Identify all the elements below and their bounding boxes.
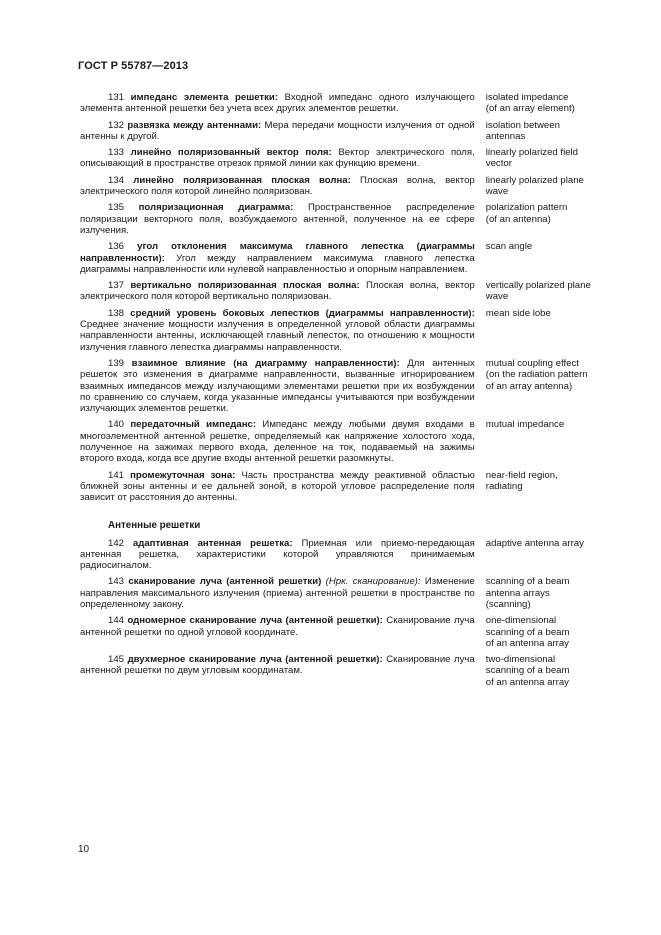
term-number: 132 [108,119,125,131]
term-name: взаимное влияние (на диаграмму направленности): [131,357,400,369]
term-definition [80,202,475,236]
definition-text: Часть пространства между реактивной областью ближней зоны антенны и ее дальней зоной, в которой угловое распределение поля зависит от расстояния до антенны. [80,469,475,504]
term-number: 134 [108,174,125,186]
definition-text: Импеданс между любыми двумя входами в многоэлементной антенной решетке, определяемый как напряжение холостого хода, полученное на зажимах первого входа, деленное на ток, подаваемый на зажимы второго входа, когда все другие входы антенной решетки разомкнуты. [80,419,475,465]
term-name: импеданс элемента решетки: [130,92,279,103]
term-name: адаптивная антенная решетка: [132,537,293,549]
term-entry [80,175,620,198]
term-number: 139 [108,357,125,369]
term-entry [80,615,620,649]
term-definition [80,241,475,275]
term-name: промежуточная зона: [130,469,236,481]
term-entry [80,654,620,688]
english-equivalent: two-dimensional scanning of a beam of an antenna array [485,654,570,688]
english-equivalent: mutual impedance [485,419,565,431]
term-name: сканирование луча (антенной решетки) [128,576,322,588]
term-number: 137 [108,280,125,292]
english-equivalent: scan angle [485,241,533,253]
term-number: 140 [108,419,125,431]
definition-text: Сканирование луча антенной решетки по двум угловым координатам. [80,654,475,677]
term-entry [80,147,620,170]
definition-text: Пространственное распределение поляризации векторного поля, возбуждаемого антенной, полученное на ее сфере излучения. [80,202,475,236]
definition-text: Плоская волна, вектор электрического поля которой линейно поляризован. [80,174,475,198]
term-name: передаточный импеданс: [130,419,257,431]
term-name: средний уровень боковых лепестков (диаграммы направленности): [130,307,475,319]
definition-text: Входной импеданс одного излучающего элемента антенной решетки без учета всех других элементов решетки. [80,92,475,115]
term-entry [80,308,620,353]
term-definition [80,120,475,143]
term-name: вертикально поляризованная плоская волна: [130,280,360,292]
definition-text: Среднее значение мощности излучения в определенной угловой области диаграммы направленности антенны, исключающей главный лепесток, по отношению к мощности излучения главного лепестка диаграммы направленности. [80,319,475,353]
definition-text: Мера передачи мощности излучения от одной антенны к другой. [80,119,475,142]
term-definition [80,419,475,464]
english-equivalent: isolation between antennas [485,119,560,142]
term-definition [80,538,475,572]
definition-text: Изменение направления максимального излучения (приема) антенной решетки в пространстве по определенному закону. [80,576,475,610]
document-header: ГОСТ Р 55787—2013 [78,60,189,72]
term-note: (Нрк. сканирование): [321,576,421,588]
english-equivalent: near-field region, radiating [485,469,558,492]
english-equivalent: scanning of a beam antenna arrays (scanning) [485,576,570,610]
term-name: поляризационная диаграмма: [138,202,294,214]
term-number: 133 [108,147,125,159]
term-number: 143 [108,576,125,588]
english-equivalent: mutual coupling effect (on the radiation pattern of an array antenna) [485,357,588,392]
definition-text: Плоская волна, вектор электрического поля которой вертикально поляризован. [80,280,475,303]
term-name: линейно поляризованный вектор поля: [130,147,332,159]
term-name: линейно поляризованная плоская волна: [133,174,351,186]
term-entry [80,358,620,414]
english-equivalent: one-dimensional scanning of a beam of an antenna array [485,615,570,649]
term-number: 142 [108,537,125,549]
term-entry [80,92,620,115]
term-definition [80,92,475,115]
term-definition [80,615,475,649]
english-equivalent: linearly polarized field vector [485,147,579,170]
term-number: 135 [108,202,125,214]
definition-text: Сканирование луча антенной решетки по одной угловой координате. [80,615,475,638]
term-entry [80,419,620,464]
terms-group-antenna-arrays [80,538,620,689]
definition-text: Угол между направлением максимума главного лепестка диаграммы направленности или нулевой направленностью и опорным направлением. [80,252,475,275]
term-number: 136 [108,241,125,253]
definition-text: Вектор электрического поля, описывающий в пространстве отрезок прямой линии как функцию времени. [80,147,475,170]
term-entry [80,576,620,610]
term-entry [80,280,620,303]
english-equivalent: isolated impedance (of an array element) [485,92,575,115]
terms-group-general [80,92,620,504]
term-entry [80,241,620,275]
term-name: одномерное сканирование луча (антенной решетки): [127,615,383,627]
term-definition [80,280,475,303]
page-number: 10 [78,844,90,855]
term-name: угол отклонения максимума главного лепестка (диаграммы направленности): [80,241,475,264]
term-entry [80,120,620,143]
term-definition [80,358,475,414]
term-definition [80,308,475,353]
term-entry [80,202,620,236]
definition-text: Приемная или приемо-передающая антенная решетка, характеристики которой управляются принимаемым радиосигналом. [80,537,475,572]
english-equivalent: adaptive antenna array [485,537,584,549]
terms-list [80,92,620,693]
english-equivalent: polarization pattern (of an antenna) [485,202,568,225]
term-entry [80,538,620,572]
term-number: 138 [108,307,125,319]
term-definition [80,470,475,504]
term-number: 141 [108,469,125,481]
term-definition [80,576,475,610]
term-number: 131 [108,92,125,103]
term-entry [80,470,620,504]
term-name: двухмерное сканирование луча (антенной решетки): [127,654,383,666]
english-equivalent: vertically polarized plane wave [485,280,591,303]
term-definition [80,175,475,198]
term-name: развязка между антеннами: [127,119,262,131]
english-equivalent: mean side lobe [485,307,551,319]
english-equivalent: linearly polarized plane wave [485,174,584,198]
term-definition [80,147,475,170]
definition-text: Для антенных решеток это изменения в диаграмме направленности, вызванные игнорированием взаимных импедансов между излучающими элементами решетки при их возбуждении по сравнению со случаем, когда указанные импедансы учитываются при возбуждении излучающих элементов решетки. [80,357,475,415]
term-number: 144 [108,615,125,627]
term-number: 145 [108,654,125,666]
term-definition [80,654,475,688]
section-title: Антенные решетки [108,519,201,531]
